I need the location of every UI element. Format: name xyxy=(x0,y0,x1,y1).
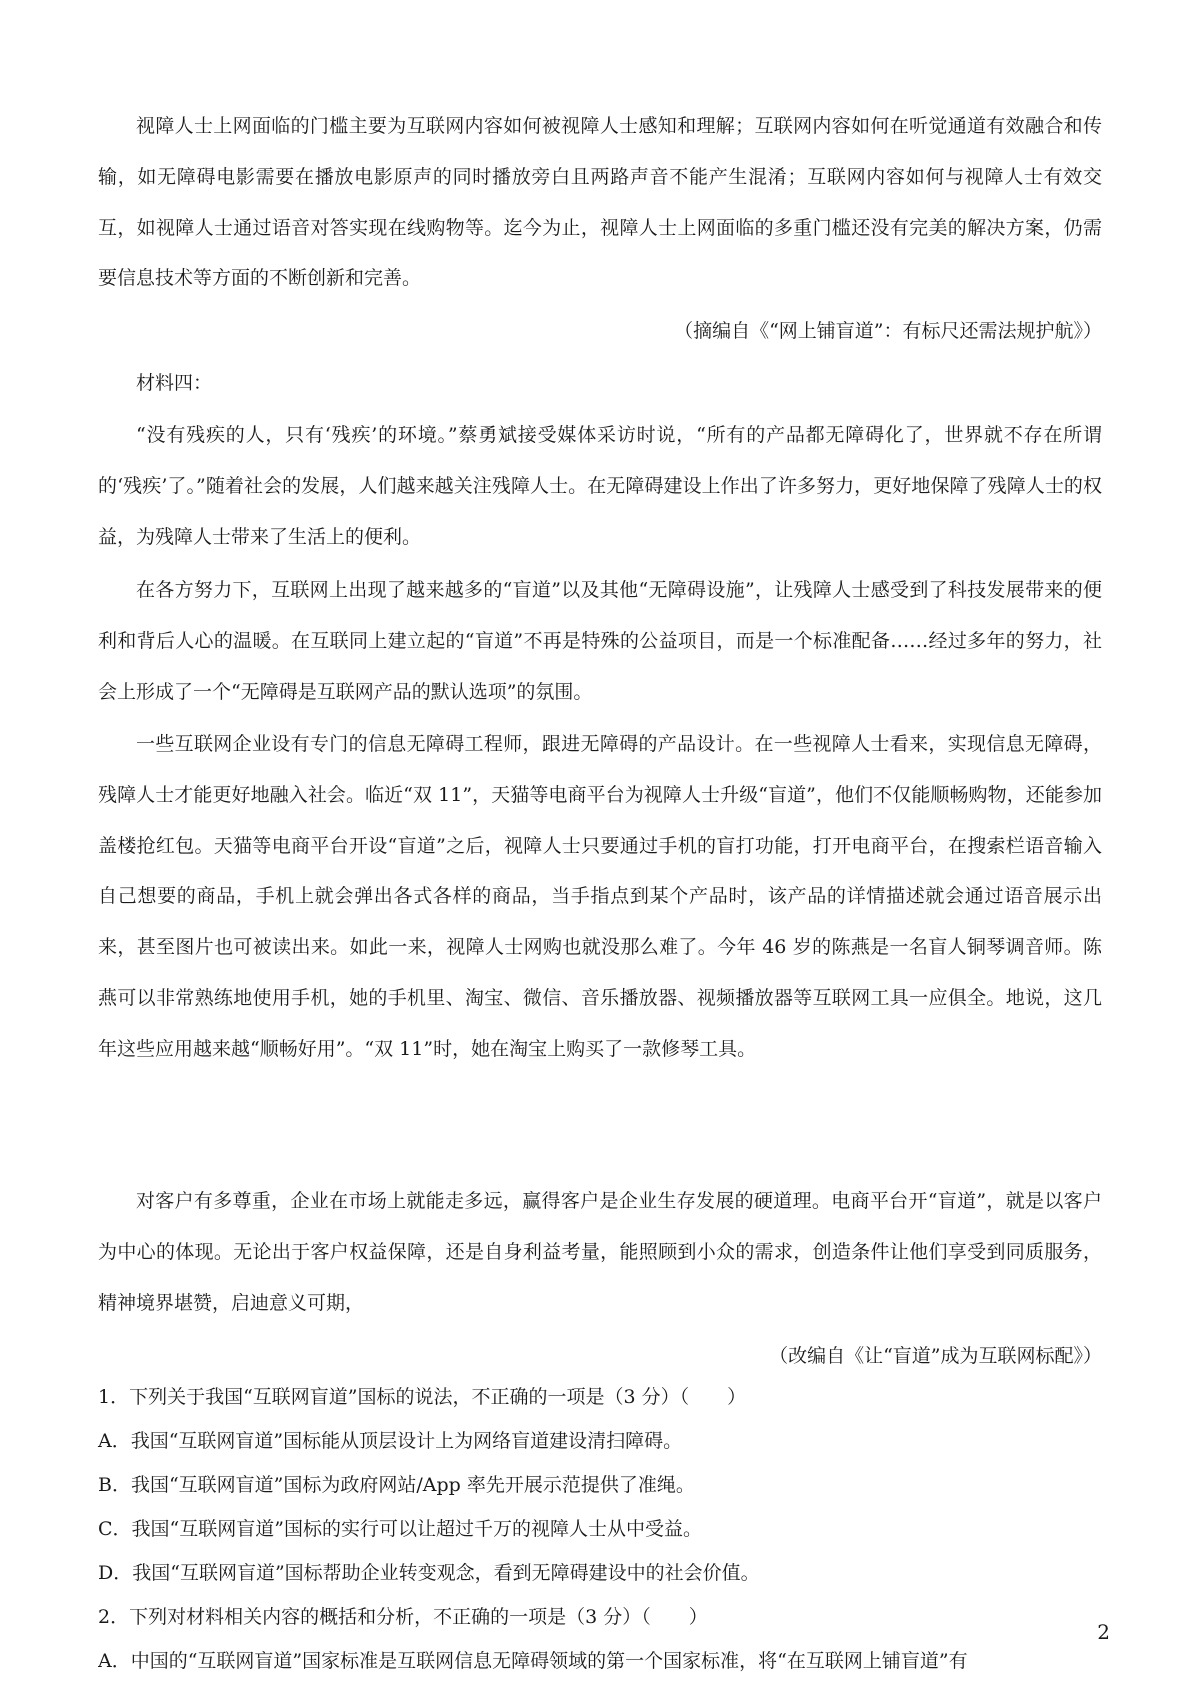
question-2: 2．下列对材料相关内容的概括和分析，不正确的一项是（3 分）（ ） xyxy=(98,1606,708,1628)
question-1-option-a: A．我国“互联网盲道”国标能从顶层设计上为网络盲道建设清扫障碍。 xyxy=(98,1430,683,1452)
source-citation-2: （改编自《让“盲道”成为互联网标配》） xyxy=(769,1345,1102,1367)
source-citation-1: （摘编自《“网上铺盲道”：有标尺还需法规护航》） xyxy=(674,320,1102,342)
paragraph-respect-customers: 对客户有多尊重，企业在市场上就能走多远，赢得客户是企业生存发展的硬道理。电商平台开“盲道”，就是以客户为中心的体现。无论出于客户权益保障，还是自身利益考量，能照顾到小众的需求，创造条件让他们享受到同质服务，精神境界堪赞，启迪意义可期， xyxy=(98,1190,1102,1314)
question-1-option-c: C．我国“互联网盲道”国标的实行可以让超过千万的视障人士从中受益。 xyxy=(98,1518,702,1540)
question-1: 1．下列关于我国“互联网盲道”国标的说法，不正确的一项是（3 分）（ ） xyxy=(98,1386,747,1408)
paragraph-accessibility-engineers: 一些互联网企业设有专门的信息无障碍工程师，跟进无障碍的产品设计。在一些视障人士看来，实现信息无障碍，残障人士才能更好地融入社会。临近“双 11”，天猫等电商平台为视障人士升级“盲道”，他们不仅能顺畅购物，还能参加盖楼抢红包。天猫等电商平台开设“盲道”之后，视障人士只要通过手机的盲打功能，打开电商平台，在搜索栏语音输入自己想要的商品，手机上就会弹出各式各样的商品，当手指点到某个产品时，该产品的详情描述就会通过语音展示出来，甚至图片也可被读出来。如此一来，视障人士网购也就没那么难了。今年 46 岁的陈燕是一名盲人铜琴调音师。陈燕可以非常熟练地使用手机，她的手机里、淘宝、微信、音乐播放器、视频播放器等互联网工具一应俱全。地说，这几年这些应用越来越“顺畅好用”。“双 11”时，她在淘宝上购买了一款修琴工具。 xyxy=(98,733,1102,1060)
paragraph-internet-blind-path: 在各方努力下，互联网上出现了越来越多的“盲道”以及其他“无障碍设施”，让残障人士感受到了科技发展带来的便利和背后人心的温暖。在互联同上建立起的“盲道”不再是特殊的公益项目，而是一个标准配备……经过多年的努力，社会上形成了一个“无障碍是互联网产品的默认选项”的氛围。 xyxy=(98,579,1102,703)
paragraph-no-disabled: “没有残疾的人，只有‘残疾’的环境。”蔡勇斌接受媒体采访时说，“所有的产品都无障碍化了，世界就不存在所谓的‘残疾’了。”随着社会的发展，人们越来越关注残障人士。在无障碍建设上作出了许多努力，更好地保障了残障人士的权益，为残障人士带来了生活上的便利。 xyxy=(98,424,1102,548)
material-four-heading: 材料四： xyxy=(136,372,213,394)
question-1-option-b: B．我国“互联网盲道”国标为政府网站/App 率先开展示范提供了准绳。 xyxy=(98,1474,695,1496)
page-number: 2 xyxy=(1097,1620,1110,1644)
question-1-option-d: D．我国“互联网盲道”国标帮助企业转变观念，看到无障碍建设中的社会价值。 xyxy=(98,1562,760,1584)
question-2-option-a: A．中国的“互联网盲道”国家标准是互联网信息无障碍领域的第一个国家标准，将“在互联网上铺盲道”有 xyxy=(98,1650,968,1672)
paragraph-barriers: 视障人士上网面临的门槛主要为互联网内容如何被视障人士感知和理解；互联网内容如何在听觉通道有效融合和传输，如无障碍电影需要在播放电影原声的同时播放旁白且两路声音不能产生混淆；互联网内容如何与视障人士有效交互，如视障人士通过语音对答实现在线购物等。迄今为止，视障人士上网面临的多重门槛还没有完美的解决方案，仍需要信息技术等方面的不断创新和完善。 xyxy=(98,115,1102,290)
